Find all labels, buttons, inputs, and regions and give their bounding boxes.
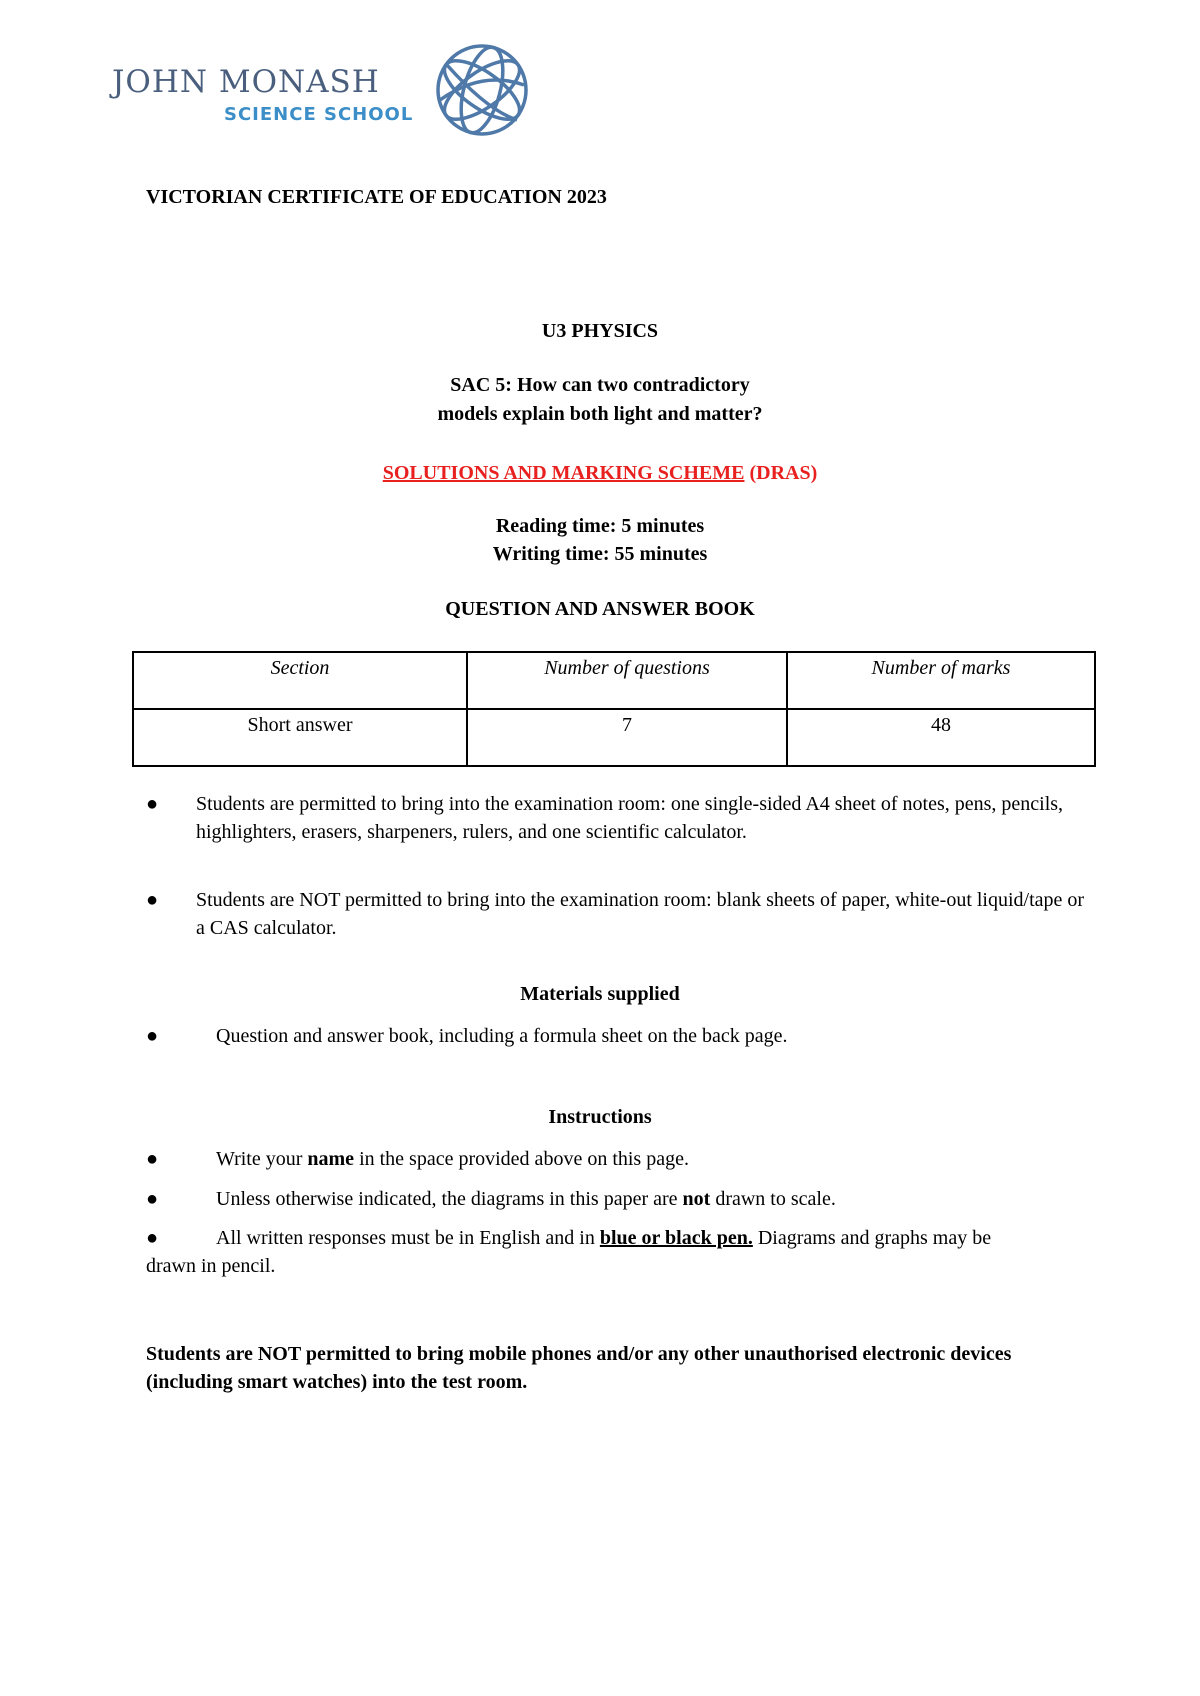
summary-table	[132, 651, 1096, 767]
bullet-icon: ●	[146, 1227, 159, 1249]
solutions-heading	[0, 462, 1200, 485]
instruction-text	[216, 1185, 1116, 1213]
book-title: QUESTION AND ANSWER BOOK	[445, 598, 755, 620]
subject-title: U3 PHYSICS	[541, 320, 659, 342]
permission-text: Students are permitted to bring into the examination room: one single-sided A4 sheet of notes, pens, pencils, highlighters, erasers, sharpeners, rulers, and one scientific calculator.	[196, 793, 1064, 843]
instruction-emphasis: blue or black pen.	[599, 1227, 753, 1249]
table-cell: 48	[787, 709, 1095, 766]
bullet-icon: ●	[146, 1025, 159, 1047]
instruction-text-part: All written responses must be in English and in	[216, 1227, 600, 1249]
table-header: Number of questions	[467, 652, 787, 709]
solutions-label: SOLUTIONS AND MARKING SCHEME	[382, 462, 745, 484]
instruction-item	[146, 1145, 1106, 1175]
instruction-emphasis: name	[307, 1148, 355, 1170]
school-logo	[112, 40, 532, 140]
table-cell: 7	[467, 709, 787, 766]
bullet-icon: ●	[146, 889, 159, 911]
instruction-text-part: Write your	[216, 1148, 308, 1170]
permission-item	[146, 886, 1106, 946]
table-cell: Short answer	[133, 709, 467, 766]
materials-title: Materials supplied	[520, 983, 680, 1005]
devices-warning: Students are NOT permitted to bring mobile phones and/or any other unauthorised electronic devices (including smart watches) into the test room.	[146, 1343, 1012, 1393]
permission-item	[146, 790, 1106, 880]
instruction-item	[146, 1185, 1106, 1215]
sac-title-line2: models explain both light and matter?	[437, 403, 763, 425]
table-header: Number of marks	[787, 652, 1095, 709]
table-header-row	[133, 652, 1095, 709]
reading-time: Reading time: 5 minutes	[495, 515, 705, 537]
dras-label: (DRAS)	[749, 462, 818, 484]
writing-time: Writing time: 55 minutes	[492, 543, 708, 565]
table-header: Section	[133, 652, 467, 709]
permission-text: Students are NOT permitted to bring into the examination room: blank sheets of paper, white-out liquid/tape or a CAS calculator.	[196, 889, 1085, 939]
instruction-emphasis: not	[682, 1188, 711, 1210]
instruction-item	[146, 1224, 1046, 1280]
bullet-icon: ●	[146, 1148, 159, 1170]
instructions-title: Instructions	[548, 1106, 652, 1128]
certificate-title: VICTORIAN CERTIFICATE OF EDUCATION 2023	[146, 186, 607, 208]
materials-item	[146, 1022, 1106, 1052]
sac-title-line1: SAC 5: How can two contradictory	[450, 374, 750, 396]
instruction-text-part: Diagrams and graphs may be drawn in pencil.	[146, 1227, 992, 1277]
logo-subtitle: SCIENCE SCHOOL	[224, 104, 414, 125]
materials-text: Question and answer book, including a formula sheet on the back page.	[216, 1025, 788, 1047]
bullet-icon: ●	[146, 793, 159, 815]
instruction-text-part: Unless otherwise indicated, the diagrams in this paper are	[216, 1188, 683, 1210]
bullet-icon: ●	[146, 1188, 159, 1210]
logo-name: JOHN MONASH	[112, 64, 380, 100]
instruction-text	[216, 1145, 1116, 1173]
globe-icon	[432, 40, 532, 140]
table-row	[133, 709, 1095, 766]
instruction-text-part: drawn to scale.	[710, 1188, 836, 1210]
instruction-text-part: in the space provided above on this page.	[354, 1148, 689, 1170]
